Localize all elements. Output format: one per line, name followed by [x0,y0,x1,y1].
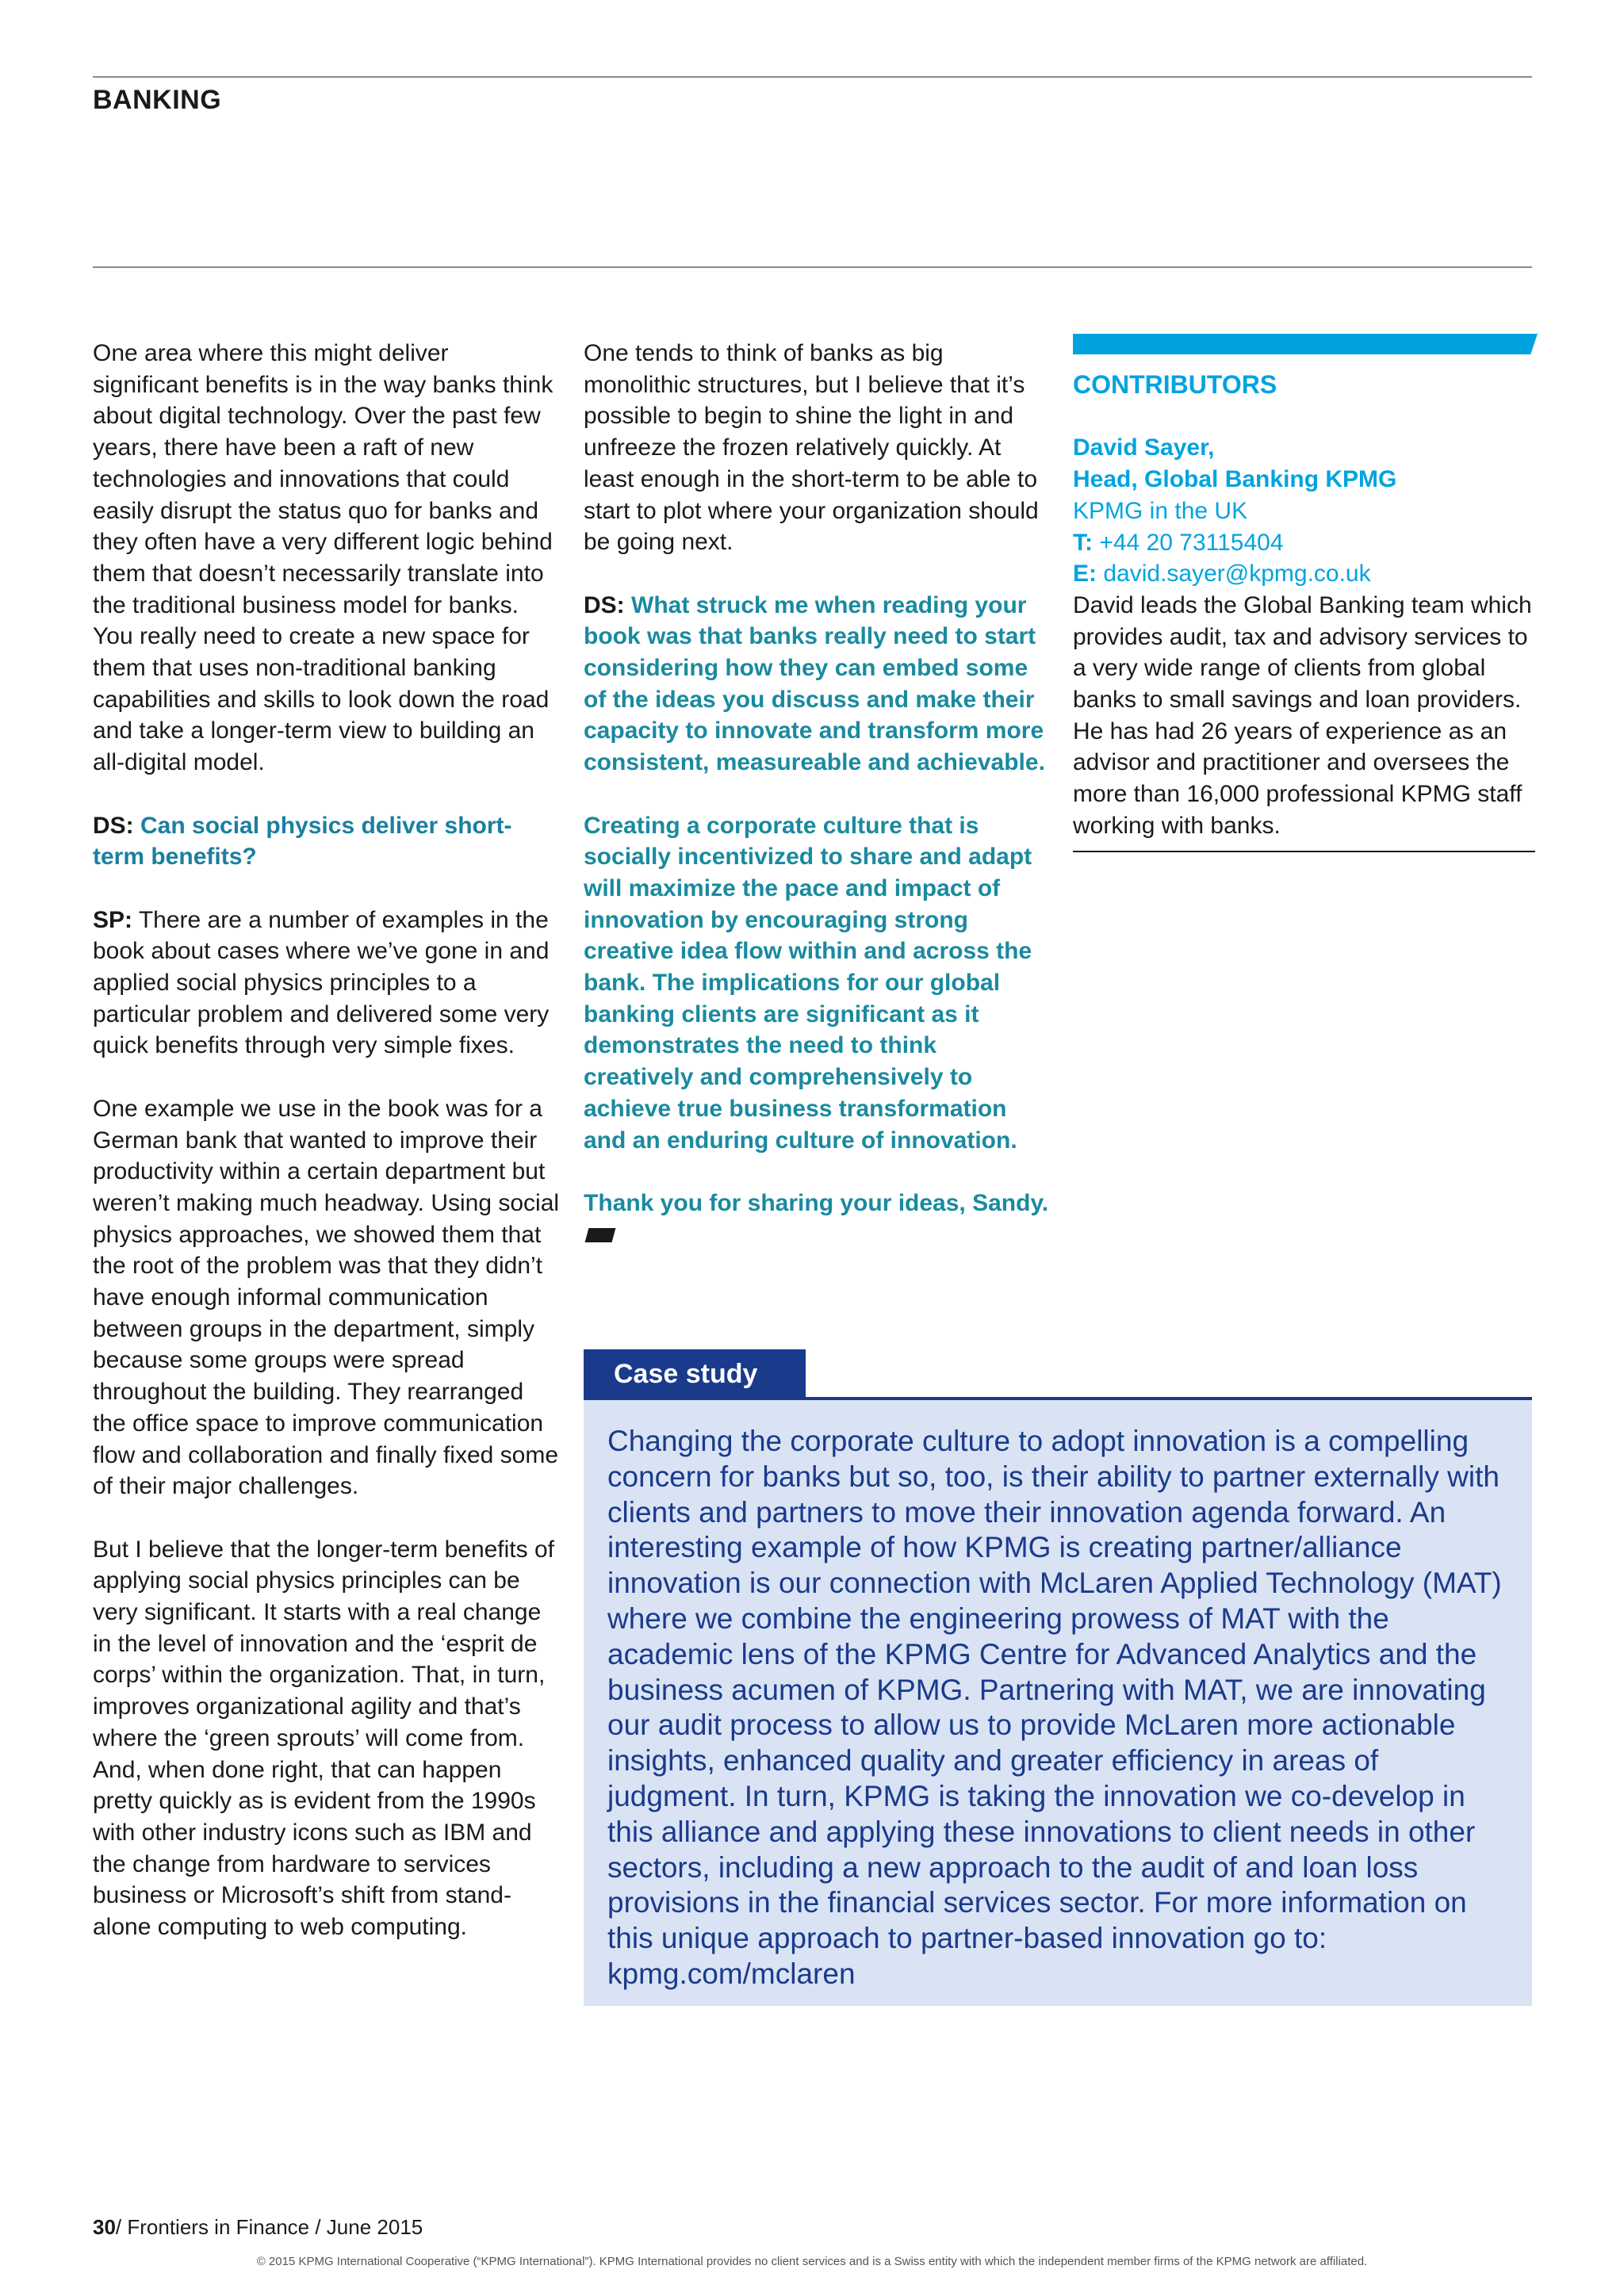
answer [93,905,561,1062]
email-label: E: [1073,561,1097,587]
contributor-bio: David leads the Global Banking team which provides audit, tax and advisory services to a very wide range of clients from global banks to small savings and loan providers. He has had 26 years of experience as an advisor and practitioner and oversees the more than 16,000 professional KPMG staff working with banks. [1073,591,1532,839]
phone-label: T: [1073,529,1093,556]
paragraph: But I believe that the longer-term benefits of applying social physics principles can be very significant. It starts with a real change in the level of innovation and the ‘esprit de corps’ within the organization. That, in turn, improves organizational agility and that’s where the ‘green sprouts’ will come from. And, when done right, that can happen pretty quickly as is evident from the 1990s with other industry icons such as IBM and the change from hardware to services business or Microsoft’s shift from stand-alone computing to web computing. [93,1536,554,1941]
left-column [93,338,561,1974]
copyright-notice: © 2015 KPMG International Cooperative (“KPMG International”). KPMG International provides no client services and is a Swiss entity with which the independent member firms of the KPMG network are affiliated. [256,2255,1368,2268]
case-study-tab: Case study [584,1349,806,1399]
page-footer [93,2215,423,2240]
contributor-email-link[interactable]: david.sayer@kpmg.co.uk [1103,561,1371,587]
page-number: 30 [93,2215,116,2239]
paragraph: One example we use in the book was for a German bank that wanted to improve their productivity within a certain department but weren’t making much headway. Using social physics approaches, we showed them that the root of the problem was that they didn’t have enough informal communication between groups in the department, simply because some groups were spread throughout the building. They rearranged the office space to improve communication flow and collaboration and finally fixed some of their major challenges. [93,1095,560,1500]
case-study-box [584,1400,1532,2006]
header-bottom-rule [93,266,1532,268]
end-mark-icon [585,1228,616,1242]
contributors-bar [1073,334,1538,354]
contributors-heading: CONTRIBUTORS [1073,370,1277,399]
contributors-box [1073,369,1537,842]
closing-line [584,1188,1051,1250]
section-label: BANKING [93,85,222,115]
question [584,590,1051,779]
publication-info: / Frontiers in Finance / June 2015 [115,2215,423,2239]
answer-text: There are a number of examples in the book about cases where we’ve gone in and applied social physics principles to a particular problem and delivered some very quick benefits through very simple fixes. [93,906,550,1059]
contributor-phone[interactable]: +44 20 73115404 [1099,529,1284,556]
question-text: Can social physics deliver short-term benefits? [93,812,512,871]
case-study-text: Changing the corporate culture to adopt innovation is a compelling concern for banks but so, too, is their ability to partner externally with clients and partners to move their innovation agenda forward. An interesting example of how KPMG is creating partner/alliance innovation is our connection with McLaren Applied Technology (MAT) where we combine the engineering prowess of MAT with the academic lens of the KPMG Centre for Advanced Analytics and the business acumen of KPMG. Partnering with MAT, we are innovating our audit process to allow us to provide McLaren more actionable insights, enhanced quality and greater efficiency in areas of judgment. In turn, KPMG is taking the innovation we co-develop in this alliance and applying these innovations to client needs in other sectors, including a new approach to the audit of and loan loss provisions in the financial services sector. For more information on this unique approach to partner-based innovation go to: kpmg.com/mclaren [607,1425,1502,1990]
middle-column [584,338,1051,1282]
highlight-paragraph: Creating a corporate culture that is socially incentivized to share and adapt will maximize the pace and impact of innovation by encouraging strong creative idea flow within and across the bank. The implications for our global banking clients are significant as it demonstrates the need to think creatively and comprehensively to achieve true business transformation and an enduring culture of innovation. [584,812,1032,1154]
contributor-email-line [1073,558,1537,590]
closing-text: Thank you for sharing your ideas, Sandy. [584,1189,1049,1216]
contributor-name: David Sayer, [1073,434,1215,461]
top-rule [93,76,1532,78]
speaker-label: SP: [93,906,133,933]
speaker-label: DS: [93,812,134,839]
speaker-label: DS: [584,591,625,618]
question-text: What struck me when reading your book was that banks really need to start considering how they can embed some of the ideas you discuss and make their capacity to innovate and transform more consistent, measureable and achievable. [584,591,1045,776]
paragraph: One area where this might deliver significant benefits is in the way banks think about digital technology. Over the past few years, there have been a raft of new technologies and innovations that could easily disrupt the status quo for banks and they often have a very different logic behind them that doesn’t necessarily translate into the traditional business model for banks. You really need to create a new space for them that uses non-traditional banking capabilities and skills to look down the road and take a longer-term view to building an all-digital model. [93,340,553,776]
contributor-phone-line [1073,527,1537,559]
contributor-org: KPMG in the UK [1073,497,1248,524]
question [93,810,561,873]
contributor-role: Head, Global Banking KPMG [1073,466,1397,493]
contributors-bottom-rule [1073,851,1535,852]
paragraph: One tends to think of banks as big monolithic structures, but I believe that it’s possible to begin to shine the light in and unfreeze the frozen relatively quickly. At least enough in the short-term to be able to start to plot where your organization should be going next. [584,340,1039,556]
